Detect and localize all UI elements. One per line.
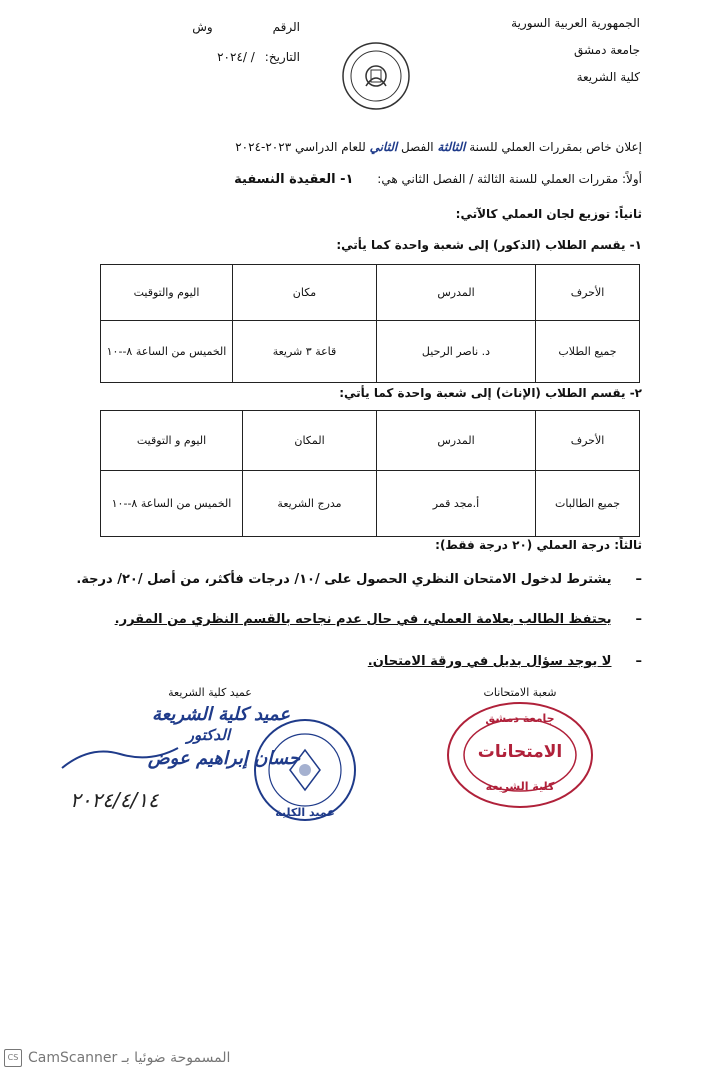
reference-block	[100, 12, 300, 72]
second-section: ثانياً: توزيع لجان العملي كالآتي:	[455, 207, 642, 221]
dean-sig-line1: عميد كلية الشريعة	[152, 704, 290, 725]
table-cell: جميع الطالبات	[536, 471, 640, 537]
announcement-title: إعلان خاص بمقررات العملي للسنة الثالثة الفصل الثاني للعام الدراسي ٢٠٢٣-٢٠٢٤	[235, 140, 642, 154]
rule-item: –لا يوجد سؤال بديل في ورقة الامتحان.	[367, 654, 642, 669]
year-handwritten: الثالثة	[437, 140, 466, 154]
exams-stamp	[445, 700, 595, 810]
dean-title: عميد كلية الشريعة	[168, 686, 252, 699]
section2-intro: ٢- يقسم الطلاب (الإناث) إلى شعبة واحدة كما يأتي:	[339, 386, 642, 400]
exam-stamp-top: جامعة دمشق	[485, 712, 555, 725]
handwritten-date: ٢٠٢٤/٤/١٤	[70, 788, 159, 812]
table-cell: مدرج الشريعة	[243, 471, 377, 537]
number-label: الرقم	[272, 20, 300, 34]
exam-stamp-bottom: كلية الشريعة	[485, 780, 555, 793]
scanner-footer	[0, 1046, 304, 1070]
rule-item: –يشترط لدخول الامتحان النظري الحصول على /١٠/ درجات فأكثر، من أصل /٢٠/ درجة.	[76, 572, 642, 587]
table-cell: الخميس من الساعة ٨--١٠	[101, 321, 233, 383]
camscanner-icon: CS	[4, 1049, 22, 1067]
dean-sig-line2: الدكتور	[186, 726, 230, 744]
males-table	[100, 264, 640, 383]
number-suffix: وش	[192, 20, 213, 34]
first-section: أولاً: مقررات العملي للسنة الثالثة / الفصل الثاني هي: ١- العقيدة النسفية	[234, 172, 642, 187]
table-cell: جميع الطلاب	[536, 321, 640, 383]
table-header: الأحرف	[536, 265, 640, 321]
signature-stroke-icon	[60, 740, 180, 770]
table-header: الأحرف	[536, 411, 640, 471]
institution-header	[420, 10, 640, 91]
table-cell: أ.مجد قمر	[377, 471, 536, 537]
third-section: ثالثاً: درجة العملي (٢٠ درجة فقط):	[435, 538, 642, 552]
table-cell: قاعة ٣ شريعة	[233, 321, 377, 383]
semester-handwritten: الثاني	[369, 140, 398, 154]
females-table	[100, 410, 640, 537]
university-name: جامعة دمشق	[573, 43, 640, 57]
first-course: ١- العقيدة النسفية	[234, 172, 354, 187]
dean-stamp	[250, 715, 360, 825]
table-cell: د. ناصر الرحيل	[377, 321, 536, 383]
dean-sig-name: حسان إبراهيم عوض	[147, 748, 300, 769]
table-cell: الخميس من الساعة ٨--١٠	[101, 471, 243, 537]
table-header: اليوم و التوقيت	[101, 411, 243, 471]
date-label: التاريخ:	[264, 50, 300, 64]
dean-stamp-text: عميد الكلية	[275, 806, 335, 819]
table-header: المدرس	[377, 265, 536, 321]
section1-intro: ١- يقسم الطلاب (الذكور) إلى شعبة واحدة كما يأتي:	[336, 238, 642, 252]
table-header: اليوم والتوقيت	[101, 265, 233, 321]
faculty-name: كلية الشريعة	[576, 70, 640, 84]
scanner-text: المسموحة ضوئيا بـ CamScanner	[28, 1050, 231, 1066]
university-seal-icon	[340, 40, 412, 112]
republic-name: الجمهورية العربية السورية	[511, 16, 640, 30]
table-header: مكان	[233, 265, 377, 321]
rule-item: –يحتفظ الطالب بعلامة العملي، في حال عدم نجاحه بالقسم النظري من المقرر.	[114, 612, 642, 627]
exams-title: شعبة الامتحانات	[483, 686, 557, 699]
exam-stamp-mid: الامتحانات	[477, 742, 563, 762]
table-header: المكان	[243, 411, 377, 471]
date-value: / /٢٠٢٤	[217, 50, 255, 64]
table-header: المدرس	[377, 411, 536, 471]
